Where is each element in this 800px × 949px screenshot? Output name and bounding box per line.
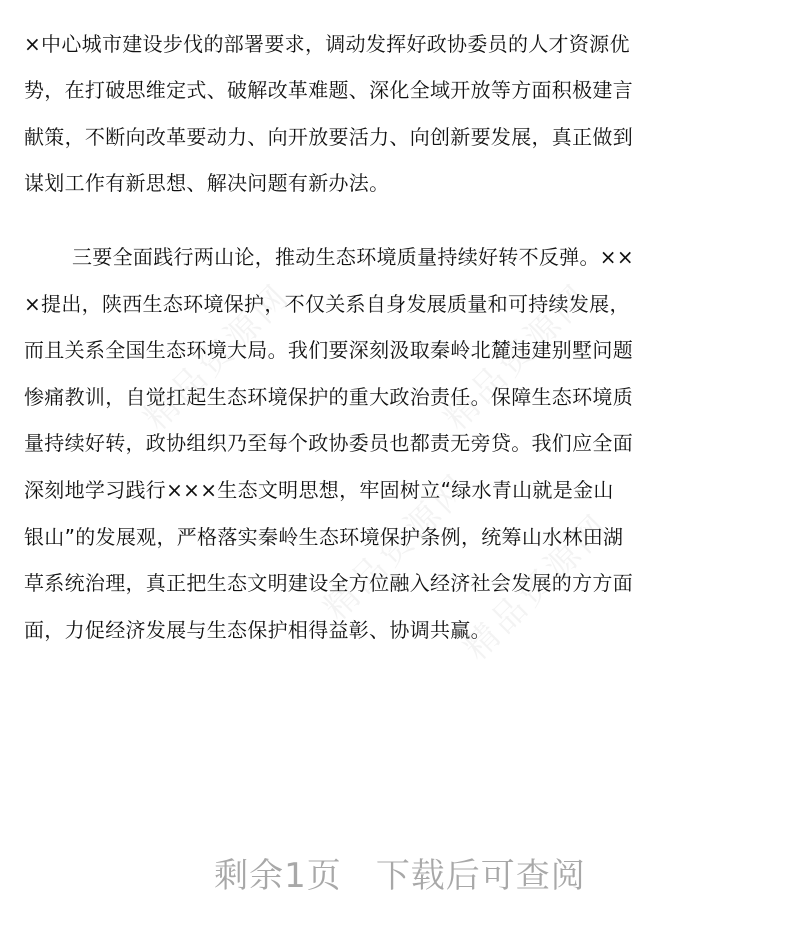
paragraph-line: ×中心城市建设步伐的部署要求，调动发挥好政协委员的人才资源优 <box>24 31 630 56</box>
paragraph-line: 深刻地学习践行×××生态文明思想，牢固树立“绿水青山就是金山 <box>24 477 614 502</box>
paragraph-line: 量持续好转，政协组织乃至每个政协委员也都责无旁贷。我们应全面 <box>24 431 633 456</box>
paragraph-line: 银山”的发展观，严格落实秦岭生态环境保护条例，统筹山水林田湖 <box>24 524 624 549</box>
paragraph-line: 惨痛教训，自觉扛起生态环境保护的重大政治责任。保障生态环境质 <box>24 384 633 409</box>
paragraph-line: 草系统治理，真正把生态文明建设全方位融入经济社会发展的方方面 <box>24 571 633 596</box>
watermark: 精品资源网 <box>316 465 479 629</box>
paragraph-line: 三要全面践行两山论，推动生态环境质量持续好转不反弹。×× <box>72 245 634 269</box>
paragraph-1 <box>24 0 644 207</box>
watermark: 精品资源网 <box>456 505 619 669</box>
watermark: 精品资源网 <box>136 275 299 439</box>
watermark: 精品资源网 <box>436 275 599 439</box>
remaining-pages-label: 剩余1页 <box>214 856 342 896</box>
download-label: 下载后可查阅 <box>375 856 586 896</box>
paragraph-line: 而且关系全国生态环境大局。我们要深刻汲取秦岭北麓违建别墅问题 <box>24 338 633 363</box>
download-prompt[interactable] <box>0 848 800 897</box>
paragraph-line: 献策，不断向改革要动力、向开放要活力、向创新要发展，真正做到 <box>24 124 633 149</box>
paragraph-line: 势，在打破思维定式、破解改革难题、深化全域开放等方面积极建言 <box>24 78 633 103</box>
paragraph-line: ×提出，陕西生态环境保护，不仅关系自身发展质量和可持续发展， <box>24 291 630 316</box>
paragraph-2 <box>24 234 644 653</box>
paragraph-line: 谋划工作有新思想、解决问题有新办法。 <box>24 171 390 196</box>
paragraph-line: 面，力促经济发展与生态保护相得益彰、协调共赢。 <box>24 617 491 642</box>
